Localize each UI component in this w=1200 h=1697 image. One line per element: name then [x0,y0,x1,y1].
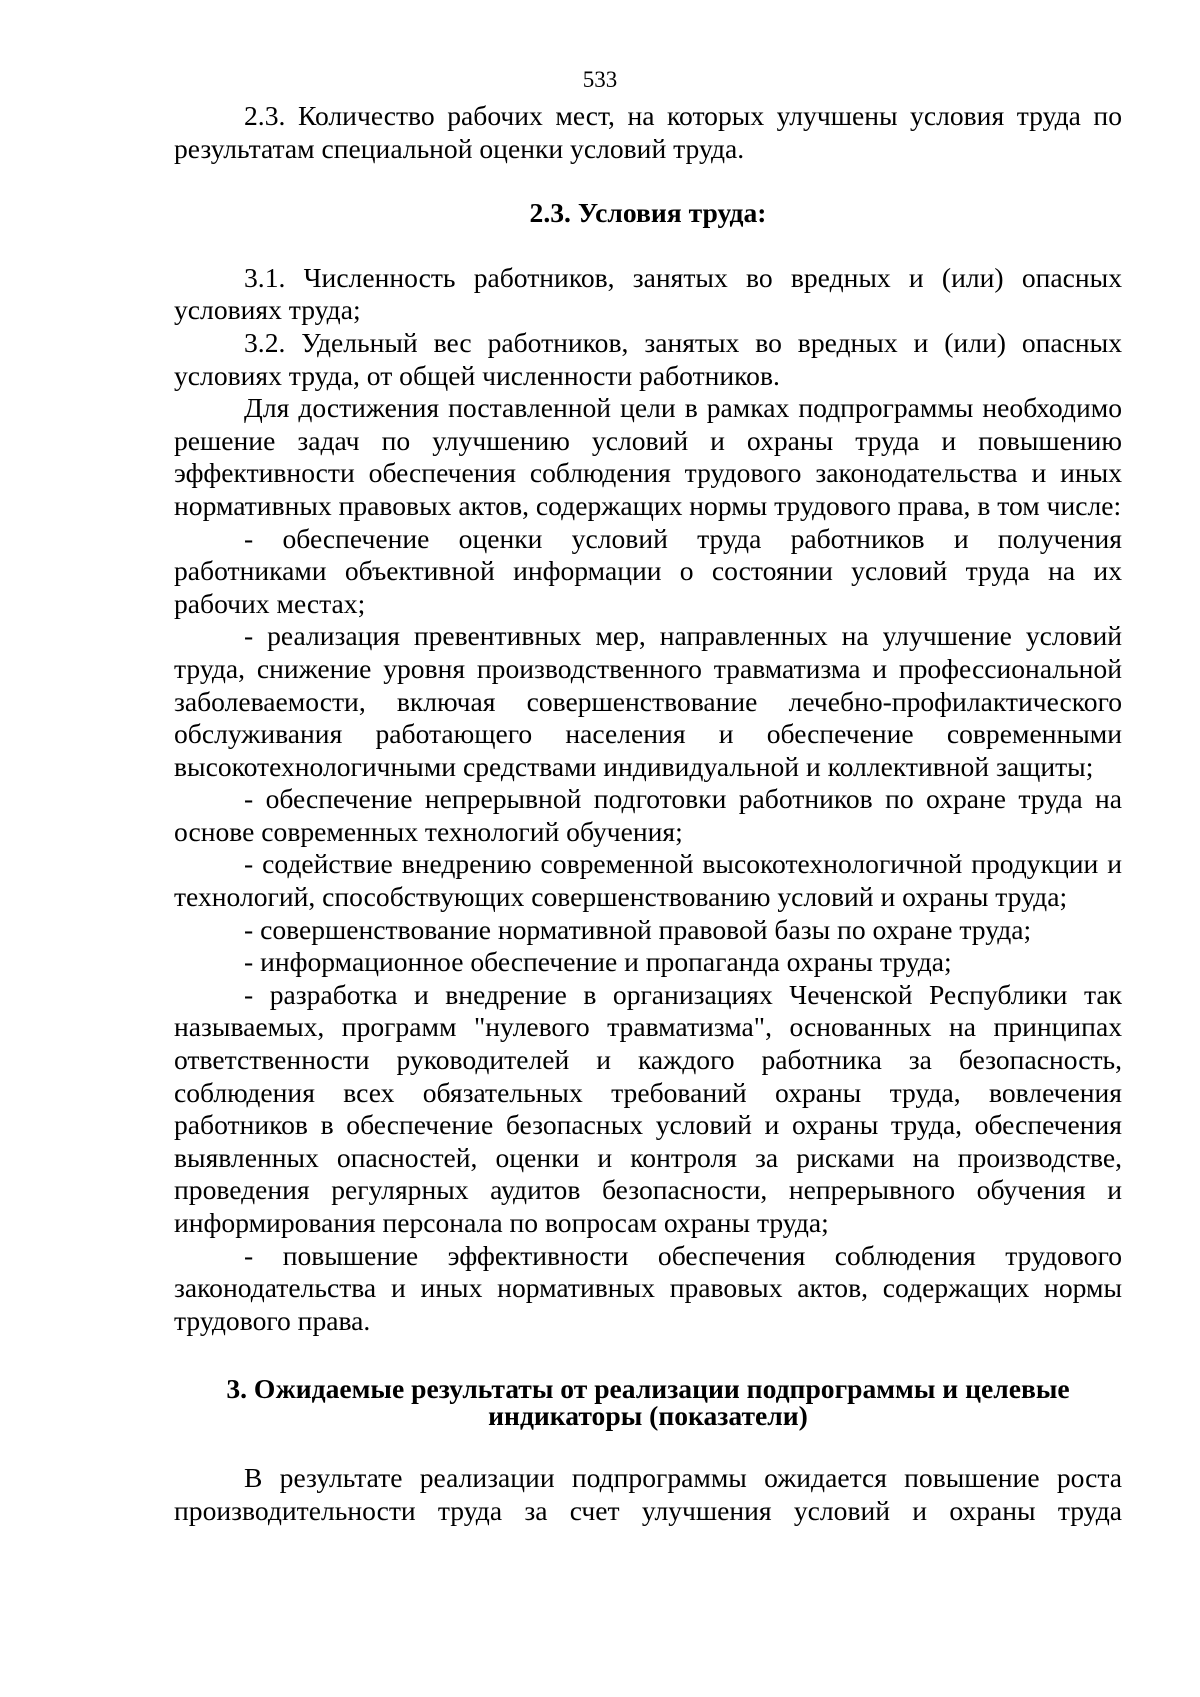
section-heading-results [174,1373,1122,1432]
paragraph-2-3-workplaces: 2.3. Количество рабочих мест, на которых улучшены условия труда по результатам специальной оценки условий труда. [174,100,1122,164]
list-item-technology: - содействие внедрению современной высокотехнологичной продукции и технологий, способствующих совершенствованию условий и охраны труда; [174,848,1122,913]
section-heading-results-line2: индикаторы (показатели) [488,1400,808,1432]
section-heading-results-line1: 3. Ожидаемые результаты от реализации подпрограммы и целевые [226,1373,1070,1405]
paragraph-results: В результате реализации подпрограммы ожидается повышение роста производительности труда за счет улучшения условий и охраны труда [174,1462,1122,1526]
page-body [174,100,1122,1528]
paragraph-3-2: 3.2. Удельный вес работников, занятых во вредных и (или) опасных условиях труда, от общей численности работников. [174,326,1122,391]
paragraph-tasks-intro: Для достижения поставленной цели в рамках подпрограммы необходимо решение задач по улучшению условий и охраны труда и повышению эффективности обеспечения соблюдения трудового законодательства и иных нормативных правовых актов, содержащих нормы трудового права, в том числе: [174,392,1122,521]
list-item-compliance: - повышение эффективности обеспечения соблюдения трудового законодательства и иных нормативных правовых актов, содержащих нормы трудового права. [174,1239,1122,1336]
list-item-preventive-measures: - реализация превентивных мер, направленных на улучшение условий труда, снижение уровня производственного травматизма и профессиональной заболеваемости, включая совершенствование лечебно-профилактического обслуживания работающего населения и обеспечение современными высокотехнологичными средствами индивидуальной и коллективной защиты; [174,620,1122,782]
page-number: 533 [582,67,618,92]
list-item-assessment: - обеспечение оценки условий труда работников и получения работниками объективной информации о состоянии условий труда на их рабочих местах; [174,522,1122,619]
list-item-zero-injury: - разработка и внедрение в организациях Чеченской Республики так называемых, программ "нулевого травматизма", основанных на принципах ответственности руководителей и каждого работника за безопасность, соблюдения всех обязательных требований охраны труда, вовлечения работников в обеспечение безопасных условий и охраны труда, обеспечения выявленных опасностей, оценки и контроля за рисками на производстве, проведения регулярных аудитов безопасности, непрерывного обучения и информирования персонала по вопросам охраны труда; [174,978,1122,1238]
list-item-regulatory-base: - совершенствование нормативной правовой базы по охране труда; [244,913,1032,945]
section-heading-conditions: 2.3. Условия труда: [529,197,767,229]
list-item-training: - обеспечение непрерывной подготовки работников по охране труда на основе современных технологий обучения; [174,783,1122,847]
list-item-information: - информационное обеспечение и пропаганда охраны труда; [244,946,952,978]
paragraph-3-1: 3.1. Численность работников, занятых во вредных и (или) опасных условиях труда; [174,261,1122,326]
